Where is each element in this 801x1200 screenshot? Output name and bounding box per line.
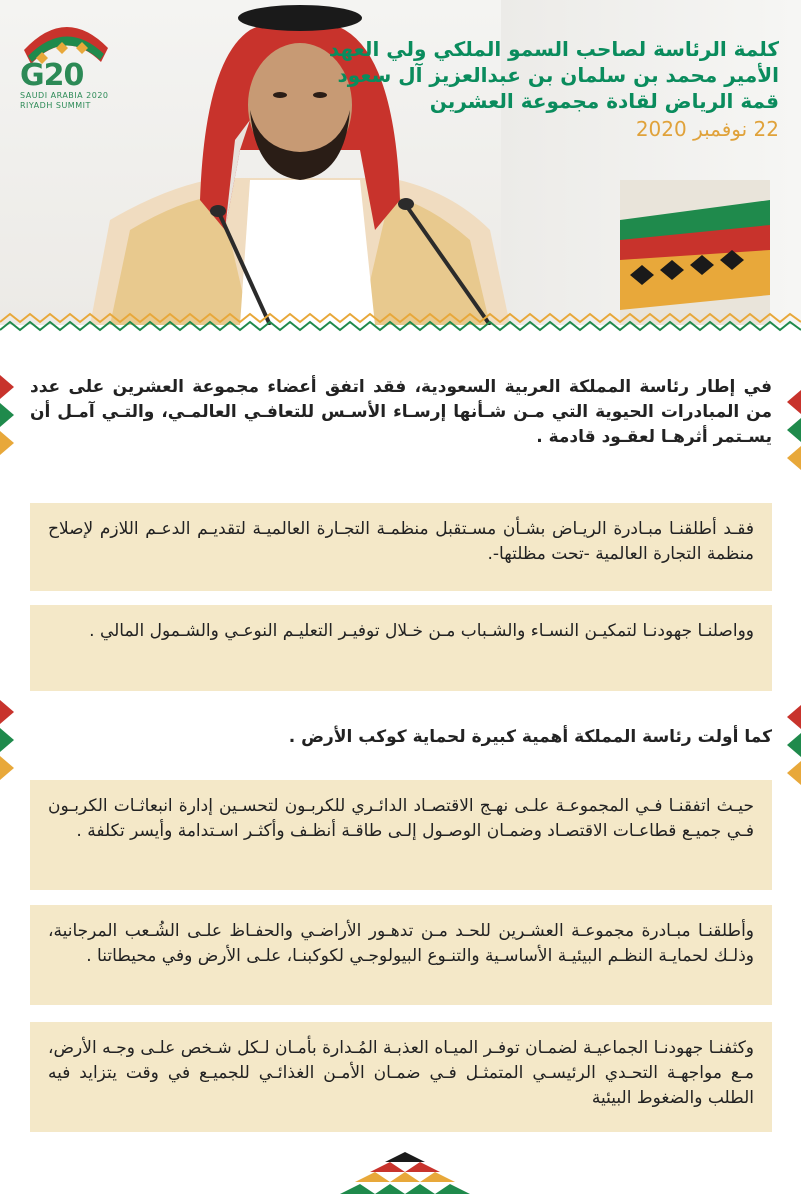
left-diamond-decoration-icon <box>0 375 14 455</box>
bottom-chevron-decoration-icon <box>340 1152 470 1196</box>
left-diamond-decoration-2-icon <box>0 700 14 780</box>
box-text-carbon: حيـث اتفقنـا فـي المجموعـة علـى نهـج الاقتصـاد الدائـري للكربـون لتحسـين إدارة انبعاثـات الكربـون فـي جميـع قطاعـات الاقتصـاد وضمـان الوصـول إلـى طاقـة أنظـف وأكثـر اسـتدامة وأيسر تكلفة . <box>48 796 754 841</box>
highlight-box-carbon <box>30 780 772 890</box>
logo-mark: G20 <box>20 58 84 93</box>
header-banner <box>0 0 801 325</box>
box-text-water: وكثفنـا جهودنـا الجماعيـة لضمـان توفـر الميـاه العذبـة المُـدارة بأمـان لـكل شـخص علـى وجـه الأرض، مـع مواجهـة التحـدي الرئيسـي المتمثـل فـي ضمـان الأمـن الغذائـي للجميـع في وقت يتزايد فيه الطلب والضغوط البيئية <box>48 1038 754 1108</box>
zigzag-divider-icon <box>0 312 801 334</box>
title-line-2: الأمير محمد بن سلمان بن عبدالعزيز آل سعود <box>337 63 779 87</box>
title-line-3: قمة الرياض لقادة مجموعة العشرين <box>429 89 779 113</box>
highlight-box-land <box>30 905 772 1005</box>
right-diamond-decoration-icon <box>787 390 801 470</box>
title-block <box>328 36 779 142</box>
intro-paragraph: في إطار رئاسة المملكة العربية السعودية، فقد اتفق أعضاء مجموعة العشرين على عدد من المبادرات الحيوية التي مـن شـأنها إرسـاء الأسـس للتعافـي العالمـي، والتـي آمـل أن يسـتمر أثرهـا لعقـود قادمة . <box>30 377 772 447</box>
box-text-wto: فقـد أطلقنـا مبـادرة الريـاض بشـأن مسـتقبل منظمـة التجـارة العالميـة لتقديـم الدعـم اللازم لإصلاح منظمة التجارة العالمية -تحت مظلتها-. <box>48 519 754 564</box>
right-diamond-decoration-2-icon <box>787 705 801 785</box>
box-text-empowerment: وواصلنـا جهودنـا لتمكيـن النسـاء والشـباب مـن خـلال توفيـر التعليـم النوعـي والشـمول المالي . <box>89 621 754 641</box>
title-line-1: كلمة الرئاسة لصاحب السمو الملكي ولي العهد <box>328 37 779 61</box>
highlight-box-wto <box>30 503 772 591</box>
logo-subtitle-1: SAUDI ARABIA 2020 <box>20 91 109 100</box>
planet-heading: كما أولت رئاسة المملكة أهمية كبيرة لحماية كوكب الأرض . <box>288 727 772 747</box>
highlight-box-empowerment <box>30 605 772 691</box>
highlight-box-water <box>30 1022 772 1132</box>
decorative-pattern-icon <box>610 180 780 325</box>
logo-subtitle-2: RIYADH SUMMIT <box>20 101 91 110</box>
date-line: 22 نوفمبر 2020 <box>635 117 779 141</box>
box-text-land: وأطلقنـا مبـادرة مجموعـة العشـرين للحـد مـن تدهـور الأراضـي والحفـاظ علـى الشُـعب المرجانية، وذلـك لحمايـة النظـم البيئيـة الأساسـية والتنـوع البيولوجـي لكوكبنـا، علـى الأرض وفي محيطاتنا . <box>48 921 754 966</box>
